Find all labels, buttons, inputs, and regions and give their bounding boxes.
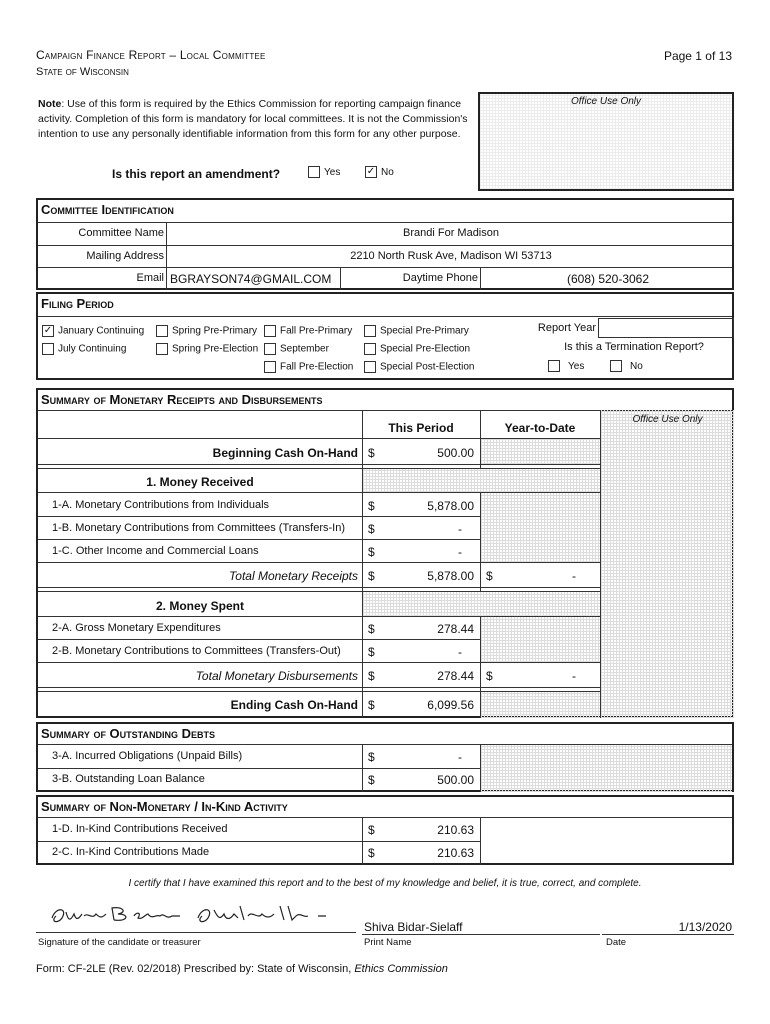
email-label: Email xyxy=(136,272,164,284)
monetary-summary-section xyxy=(36,388,734,718)
period-checkbox[interactable] xyxy=(264,343,276,355)
committee-identification-section xyxy=(36,198,734,290)
email-value[interactable]: BGRAYSON74@GMAIL.COM xyxy=(170,272,332,286)
note-text xyxy=(38,97,476,142)
date-label: Date xyxy=(606,937,627,948)
note-label: Note xyxy=(38,98,62,110)
outstanding-debts-section xyxy=(36,722,734,792)
committee-name-value[interactable]: Brandi For Madison xyxy=(403,227,499,239)
period-label: Special Post-Election xyxy=(380,361,475,373)
total-disbursements-ytd[interactable]: - xyxy=(572,669,576,683)
period-checkbox[interactable] xyxy=(156,343,168,355)
amendment-no-label: No xyxy=(381,166,394,178)
mailing-address-value[interactable]: 2210 North Rusk Ave, Madison WI 53713 xyxy=(350,250,552,262)
row-1d-value[interactable]: 210.63 xyxy=(437,823,474,837)
ending-cash-value[interactable]: 6,099.56 xyxy=(427,698,474,712)
period-spring-pre-election[interactable] xyxy=(156,343,258,355)
daytime-phone-value[interactable]: (608) 520-3062 xyxy=(566,272,650,286)
total-disbursements-label: Total Monetary Disbursements xyxy=(195,669,358,683)
report-year-label: Report Year xyxy=(537,322,596,334)
period-special-pre-election[interactable] xyxy=(364,343,470,355)
col-this-period: This Period xyxy=(388,421,454,435)
period-july-continuing[interactable] xyxy=(42,343,126,355)
termination-no-checkbox[interactable] xyxy=(610,360,622,372)
row-1b-value[interactable]: - xyxy=(458,522,462,536)
hatched-cell xyxy=(481,745,732,792)
office-use-column-label: Office Use Only xyxy=(632,414,703,425)
period-label: Special Pre-Primary xyxy=(380,325,469,337)
row-3a-value[interactable]: - xyxy=(458,750,462,764)
period-special-post-election[interactable] xyxy=(364,361,475,373)
committee-section-title: Committee Identification xyxy=(41,202,174,217)
hatched-cell xyxy=(481,617,600,662)
currency-sign: $ xyxy=(368,622,375,636)
currency-sign: $ xyxy=(368,773,375,787)
period-checkbox[interactable] xyxy=(364,361,376,373)
debts-section-title: Summary of Outstanding Debts xyxy=(41,726,215,741)
print-name-label: Print Name xyxy=(364,937,412,948)
period-checkbox[interactable]: ✓ xyxy=(43,325,53,336)
termination-yes-checkbox[interactable] xyxy=(548,360,560,372)
form-footer-agency: Ethics Commission xyxy=(354,963,448,975)
termination-no[interactable] xyxy=(610,360,643,372)
currency-sign: $ xyxy=(486,569,493,583)
money-received-title: 1. Money Received xyxy=(146,475,254,489)
period-fall-pre-primary[interactable] xyxy=(264,325,352,337)
period-checkbox[interactable] xyxy=(364,325,376,337)
office-use-box xyxy=(478,92,734,191)
row-3a-label: 3-A. Incurred Obligations (Unpaid Bills) xyxy=(52,750,243,762)
row-1a-label: 1-A. Monetary Contributions from Individuals xyxy=(52,499,270,511)
report-year-field[interactable] xyxy=(598,318,734,338)
period-checkbox[interactable] xyxy=(264,325,276,337)
period-label: July Continuing xyxy=(58,343,127,355)
form-footer xyxy=(36,963,448,975)
date-value[interactable]: 1/13/2020 xyxy=(678,920,732,934)
inkind-section-title: Summary of Non-Monetary / In-Kind Activity xyxy=(41,799,288,814)
period-checkbox[interactable] xyxy=(156,325,168,337)
page-number: Page 1 of 13 xyxy=(663,49,732,63)
row-2c-label: 2-C. In-Kind Contributions Made xyxy=(52,846,210,858)
termination-no-label: No xyxy=(630,360,643,372)
daytime-phone-label: Daytime Phone xyxy=(402,272,478,284)
total-receipts-ytd[interactable]: - xyxy=(572,569,576,583)
hatched-cell xyxy=(363,469,600,492)
period-label: Fall Pre-Primary xyxy=(280,325,353,337)
committee-name-label: Committee Name xyxy=(78,227,164,239)
mailing-address-label: Mailing Address xyxy=(86,250,164,262)
termination-question: Is this a Termination Report? xyxy=(564,341,704,353)
ending-cash-label: Ending Cash On-Hand xyxy=(230,698,358,712)
office-use-label: Office Use Only xyxy=(570,96,642,107)
filing-section-title: Filing Period xyxy=(41,296,114,311)
row-2a-value[interactable]: 278.44 xyxy=(437,622,474,636)
amendment-yes-checkbox[interactable] xyxy=(308,166,320,178)
period-label: January Continuing xyxy=(58,325,145,337)
money-spent-title: 2. Money Spent xyxy=(155,599,244,613)
total-receipts-value[interactable]: 5,878.00 xyxy=(427,569,474,583)
period-fall-pre-election[interactable] xyxy=(264,361,353,373)
hatched-cell xyxy=(481,692,600,718)
currency-sign: $ xyxy=(368,750,375,764)
beginning-cash-value[interactable]: 500.00 xyxy=(437,446,474,460)
period-special-pre-primary[interactable] xyxy=(364,325,469,337)
note-body: : Use of this form is required by the Ethics Commission for reporting campaign finance activity. Completion of this form is mandatory for local committees. It is not the Commission's intention to use any personally identifiable information from this form for any other purpose. xyxy=(38,98,468,140)
row-1c-value[interactable]: - xyxy=(458,545,462,559)
office-use-column xyxy=(600,410,734,718)
currency-sign: $ xyxy=(368,545,375,559)
signature-label: Signature of the candidate or treasurer xyxy=(38,937,201,948)
row-3b-label: 3-B. Outstanding Loan Balance xyxy=(52,773,205,785)
amendment-question: Is this report an amendment? xyxy=(112,167,281,181)
termination-yes-label: Yes xyxy=(568,360,585,372)
row-2b-label: 2-B. Monetary Contributions to Committees (Transfers-Out) xyxy=(52,645,341,657)
currency-sign: $ xyxy=(368,823,375,837)
form-title: Campaign Finance Report – Local Committee xyxy=(36,48,266,62)
print-name-value[interactable]: Shiva Bidar-Sielaff xyxy=(364,920,463,934)
row-1a-value[interactable]: 5,878.00 xyxy=(427,499,474,513)
period-label: Special Pre-Election xyxy=(380,343,471,355)
beginning-cash-label: Beginning Cash On-Hand xyxy=(212,446,358,460)
currency-sign: $ xyxy=(368,669,375,683)
total-disbursements-value[interactable]: 278.44 xyxy=(437,669,474,683)
row-2a-label: 2-A. Gross Monetary Expenditures xyxy=(52,622,221,634)
row-2c-value[interactable]: 210.63 xyxy=(437,846,474,860)
period-checkbox[interactable] xyxy=(264,361,276,373)
period-label: September xyxy=(280,343,329,355)
currency-sign: $ xyxy=(368,698,375,712)
total-receipts-label: Total Monetary Receipts xyxy=(229,569,358,583)
hatched-cell xyxy=(481,439,600,464)
row-2b-value[interactable]: - xyxy=(458,645,462,659)
row-1c-label: 1-C. Other Income and Commercial Loans xyxy=(52,545,259,557)
period-checkbox[interactable] xyxy=(42,343,54,355)
currency-sign: $ xyxy=(368,522,375,536)
handwritten-signature xyxy=(48,902,358,930)
period-spring-pre-primary[interactable] xyxy=(156,325,257,337)
form-subtitle: State of Wisconsin xyxy=(36,66,129,78)
hatched-cell xyxy=(363,592,600,616)
amendment-no-checkbox[interactable]: ✓ xyxy=(366,166,376,178)
termination-yes[interactable] xyxy=(548,360,584,372)
currency-sign: $ xyxy=(486,669,493,683)
form-footer-text: Form: CF-2LE (Rev. 02/2018) Prescribed by: State of Wisconsin, xyxy=(36,963,355,975)
period-september[interactable] xyxy=(264,343,329,355)
row-1d-label: 1-D. In-Kind Contributions Received xyxy=(52,823,228,835)
currency-sign: $ xyxy=(368,499,375,513)
currency-sign: $ xyxy=(368,645,375,659)
currency-sign: $ xyxy=(368,846,375,860)
monetary-section-title: Summary of Monetary Receipts and Disbursements xyxy=(41,392,323,407)
amendment-yes[interactable] xyxy=(308,166,340,178)
hatched-cell xyxy=(481,493,600,562)
period-january-continuing[interactable] xyxy=(42,325,144,337)
certification-text: I certify that I have examined this report and to the best of my knowledge and belief, it is true, correct, and complete. xyxy=(128,878,642,889)
col-year-to-date: Year-to-Date xyxy=(504,421,576,435)
amendment-no[interactable] xyxy=(365,166,394,178)
currency-sign: $ xyxy=(368,446,375,460)
period-checkbox[interactable] xyxy=(364,343,376,355)
period-label: Spring Pre-Primary xyxy=(172,325,258,337)
filing-period-section xyxy=(36,292,734,380)
period-label: Fall Pre-Election xyxy=(280,361,354,373)
row-1b-label: 1-B. Monetary Contributions from Committees (Transfers-In) xyxy=(52,522,346,534)
row-3b-value[interactable]: 500.00 xyxy=(437,773,474,787)
period-label: Spring Pre-Election xyxy=(172,343,259,355)
amendment-yes-label: Yes xyxy=(324,166,341,178)
currency-sign: $ xyxy=(368,569,375,583)
inkind-section xyxy=(36,795,734,865)
